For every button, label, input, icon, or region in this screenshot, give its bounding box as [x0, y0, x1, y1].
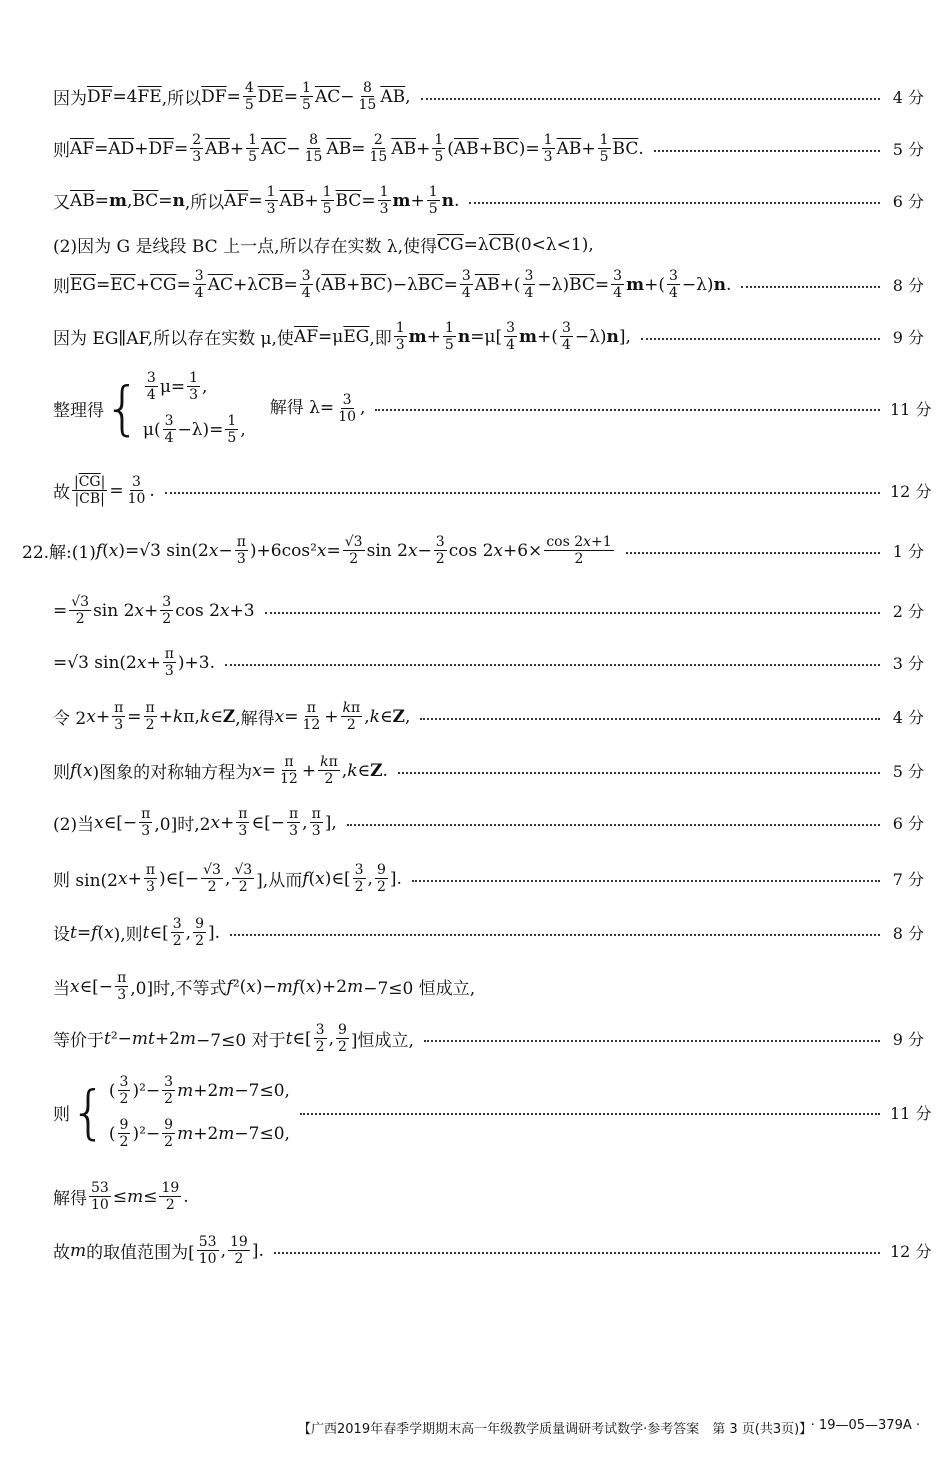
math-text — [53, 1074, 290, 1150]
math-text: 当 x ∈[− $\frac{\pi}{3}$ ,0]时,不等式 f ²( x )− mf ( x )+2 m −7≤0 恒成立, — [53, 970, 476, 1003]
score-label: 5 分 — [892, 140, 924, 159]
score-label: 1 分 — [892, 542, 924, 561]
math-text: = $\frac{√3}{2}$ sin 2 x + $\frac{3}{2}$ cos 2 x +3 — [53, 594, 255, 627]
leader-dots — [424, 1040, 880, 1042]
leader-dots — [641, 338, 880, 340]
equation-system: $\frac{3}{4}$ μ= $\frac{1}{3}$ , μ( $\frac{3}{4}$ −λ)= $\frac{1}{5}$ , — [142, 370, 246, 446]
answer-line — [53, 232, 924, 257]
math-text: 等价于 t ²− mt +2 m −7≤0 对于 t ∈[ $\frac{3}{2}$ , $\frac{9}{2}$ ]恒成立, — [53, 1022, 414, 1055]
score-label: 9 分 — [892, 1030, 924, 1049]
answer-line — [53, 184, 924, 217]
math-text: 22.解:(1) f ( x )=√3 sin(2 x − $\frac{\pi}{3}$ )+6cos² x = $\frac{√3}{2}$ sin 2 x − $\frac{3}{2}$ cos 2 x +6× $\frac{\cos 2x+1}{2}$ — [22, 534, 612, 567]
math-text: 整理得 { $\frac{3}{4}$ μ= $\frac{1}{3}$ , μ( $\frac{3}{4}$ −λ)= $\frac{1}{5}$ , 解得 λ= $\frac{3}{10}$ , — [53, 370, 366, 446]
score-label: 7 分 — [892, 870, 924, 889]
leader-dots — [300, 1113, 880, 1115]
leader-dots — [398, 772, 880, 774]
math-text: 故 $\frac{|\overline{CG}|}{|\overline{CB}|}$ = $\frac{3}{10}$ . — [53, 474, 155, 507]
math-text: 故 m 的取值范围为[ $\frac{53}{10}$ , $\frac{19}{2}$ ]. — [53, 1234, 264, 1267]
leader-dots — [421, 98, 880, 100]
leader-dots — [265, 612, 880, 614]
math-text: 解得 $\frac{53}{10}$ ≤ m ≤ $\frac{19}{2}$ . — [53, 1180, 189, 1213]
answer-line — [53, 594, 924, 627]
score-label: 3 分 — [892, 654, 924, 673]
leader-dots — [412, 880, 880, 882]
score-label: 8 分 — [892, 924, 924, 943]
leader-dots — [230, 934, 880, 936]
leader-dots — [274, 1252, 880, 1254]
equation-system-line — [53, 1074, 932, 1150]
leader-dots — [420, 718, 880, 720]
score-label: 11 分 — [890, 399, 932, 419]
score-label: 9 分 — [892, 328, 924, 347]
document-code: · 19—05—379A · — [810, 1418, 920, 1433]
leader-dots — [375, 409, 880, 411]
answer-line — [53, 700, 924, 733]
answer-line — [53, 646, 924, 679]
brace-icon: { — [104, 374, 141, 442]
score-label: 12 分 — [890, 1242, 932, 1261]
answer-line — [53, 806, 924, 839]
answer-line — [53, 916, 924, 949]
math-text: 因为 EG∥AF,所以存在实数 μ,使 $\overline{AF}$ =μ $\overline{EG}$ ,即 $\frac{1}{3}$ m + $\frac{1}{5}$ n =μ[ $\frac{3}{4}$ m +( $\frac{3}{4}$ −λ) n ], — [53, 320, 631, 353]
math-text: 因为 $\overline{DF}$ =4 $\overline{FE}$ ,所以 $\overline{DF}$ = $\frac{4}{5}$ $\overline{DE}$ = $\frac{1}{5}$ $\overline{AC}$ − $\frac{8}{15}$ $\overline{AB}$ , — [53, 80, 411, 113]
score-label: 4 分 — [892, 88, 924, 107]
answer-line — [53, 80, 924, 113]
leader-dots — [225, 664, 880, 666]
math-text: 则 sin(2 x + $\frac{\pi}{3}$ )∈[− $\frac{√3}{2}$ , $\frac{√3}{2}$ ],从而 f ( x )∈[ $\frac{3}{2}$ , $\frac{9}{2}$ ]. — [53, 862, 402, 895]
answer-line — [53, 970, 924, 1003]
score-label: 2 分 — [892, 602, 924, 621]
leader-dots — [626, 552, 880, 554]
system-prefix: 则 — [53, 1104, 70, 1125]
system-prefix: 整理得 — [53, 400, 104, 421]
math-text: (2)当 x ∈[− $\frac{\pi}{3}$ ,0]时,2 x + $\frac{\pi}{3}$ ∈[− $\frac{\pi}{3}$ , $\frac{\pi}{3}$ ], — [53, 806, 337, 839]
answer-line — [53, 1180, 924, 1213]
math-text: (2)因为 G 是线段 BC 上一点,所以存在实数 λ,使得 $\overline{CG}$ =λ $\overline{CB}$ (0<λ<1), — [53, 234, 594, 257]
score-label: 6 分 — [892, 192, 924, 211]
math-text: 则 $\overline{EG}$ = $\overline{EC}$ + $\overline{CG}$ = $\frac{3}{4}$ $\overline{AC}$ +λ $\overline{CB}$ = $\frac{3}{4}$ ( $\overline{AB}$ + $\overline{BC}$ )−λ $\overline{BC}$ = $\frac{3}{4}$ $\overline{AB}$ +( $\frac{3}{4}$ −λ) $\overline{BC}$ = $\frac{3}{4}$ m +( $\frac{3}{4}$ −λ) n . — [53, 268, 732, 301]
answer-line — [53, 132, 924, 165]
score-label: 8 分 — [892, 276, 924, 295]
math-text: 又 $\overline{AB}$ = m , $\overline{BC}$ = n ,所以 $\overline{AF}$ = $\frac{1}{3}$ $\overline{AB}$ + $\frac{1}{5}$ $\overline{BC}$ = $\frac{1}{3}$ m + $\frac{1}{5}$ n . — [53, 184, 460, 217]
leader-dots — [347, 824, 880, 826]
answer-line — [53, 1234, 932, 1267]
score-label: 11 分 — [890, 1103, 932, 1123]
brace-icon: { — [70, 1078, 107, 1146]
math-text: 设 t = f ( x ),则 t ∈[ $\frac{3}{2}$ , $\frac{9}{2}$ ]. — [53, 916, 221, 949]
answer-line — [53, 474, 932, 507]
score-label: 4 分 — [892, 708, 924, 727]
answer-line — [53, 1022, 924, 1055]
answer-line — [53, 268, 924, 301]
page-footer: 【广西2019年春季学期期末高一年级教学质量调研考试数学·参考答案 第 3 页(共3页)】 — [298, 1422, 813, 1437]
score-label: 5 分 — [892, 762, 924, 781]
answer-line — [53, 320, 924, 353]
leader-dots — [165, 492, 880, 494]
answer-line — [53, 754, 924, 787]
answer-line — [22, 534, 924, 567]
leader-dots — [654, 150, 880, 152]
leader-dots — [741, 286, 880, 288]
math-text: 则 f ( x )图象的对称轴方程为 x = $\frac{\pi}{12}$ + $\frac{k\pi}{2}$ , k ∈ Z . — [53, 754, 388, 787]
equation-system-line — [53, 370, 932, 446]
math-text: =√3 sin(2 x + $\frac{\pi}{3}$ )+3. — [53, 646, 216, 679]
math-text: 令 2 x + $\frac{\pi}{3}$ = $\frac{\pi}{2}$ + k π, k ∈ Z ,解得 x = $\frac{\pi}{12}$ + $\frac{k\pi}{2}$ , k ∈ Z , — [53, 700, 411, 733]
leader-dots — [469, 202, 880, 204]
math-text: 则 $\overline{AF}$ = $\overline{AD}$ + $\overline{DF}$ = $\frac{2}{3}$ $\overline{AB}$ + $\frac{1}{5}$ $\overline{AC}$ − $\frac{8}{15}$ $\overline{AB}$ = $\frac{2}{15}$ $\overline{AB}$ + $\frac{1}{5}$ ( $\overline{AB}$ + $\overline{BC}$ )= $\frac{1}{3}$ $\overline{AB}$ + $\frac{1}{5}$ $\overline{BC}$ . — [53, 132, 644, 165]
score-label: 6 分 — [892, 814, 924, 833]
equation-system: ( $\frac{3}{2}$ )²− $\frac{3}{2}$ m +2 m −7≤0, ( $\frac{9}{2}$ )²− $\frac{9}{2}$ m +2 m −7≤0, — [108, 1074, 290, 1150]
answer-line — [53, 862, 924, 895]
score-label: 12 分 — [890, 482, 932, 501]
